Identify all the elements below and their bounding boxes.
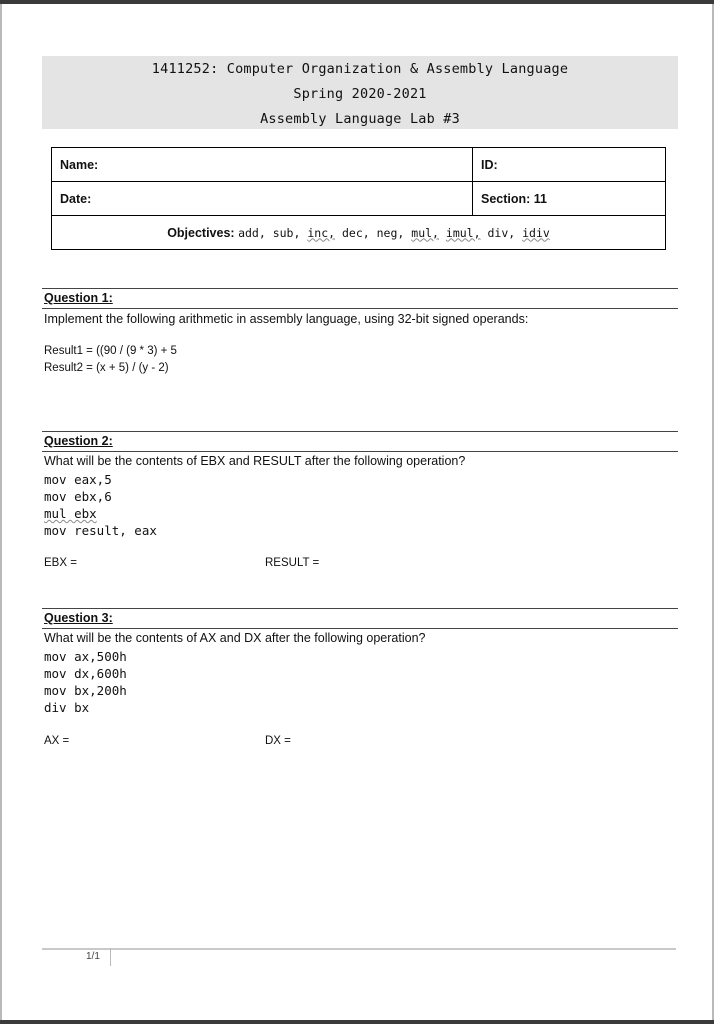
q2-code xyxy=(44,471,157,539)
dx-answer-label: DX = xyxy=(265,735,291,747)
q1-prompt: Implement the following arithmetic in assembly language, using 32-bit signed operands: xyxy=(44,312,529,326)
date-cell[interactable] xyxy=(52,182,473,216)
code-line: mov ebx,6 xyxy=(44,489,112,504)
objective-item: div, xyxy=(487,225,516,240)
q3-top-rule xyxy=(42,608,678,609)
page-left-edge xyxy=(0,4,2,1020)
q1-top-rule xyxy=(42,288,678,289)
q1-bottom-rule xyxy=(42,308,678,309)
id-label: ID: xyxy=(481,157,498,172)
id-cell[interactable] xyxy=(473,148,666,182)
section-cell xyxy=(473,182,666,216)
code-line: mov ax,500h xyxy=(44,649,127,664)
viewer-top-bar xyxy=(0,0,714,4)
q3-code xyxy=(44,648,127,716)
code-line: div bx xyxy=(44,700,90,715)
q2-top-rule xyxy=(42,431,678,432)
page-number: 1/1 xyxy=(86,951,100,962)
objective-item: sub, xyxy=(272,225,301,240)
q3-bottom-rule xyxy=(42,628,678,629)
objective-item: dec, xyxy=(341,225,370,240)
name-label: Name: xyxy=(60,157,99,172)
lab-title: Assembly Language Lab #3 xyxy=(260,111,460,127)
q1-title: Question 1: xyxy=(44,291,113,305)
ax-answer-label: AX = xyxy=(44,735,70,747)
objective-item: imul, xyxy=(445,225,481,240)
objective-item: add, xyxy=(238,225,266,240)
q1-result1: Result1 = ((90 / (9 * 3) + 5 xyxy=(44,345,177,357)
date-label: Date: xyxy=(60,191,92,206)
code-line: mov dx,600h xyxy=(44,666,127,681)
student-info-table xyxy=(51,147,666,250)
section-label: Section: 11 xyxy=(481,191,547,206)
objective-item: idiv xyxy=(522,225,550,240)
name-cell[interactable] xyxy=(52,148,473,182)
term: Spring 2020-2021 xyxy=(293,86,427,102)
objective-item: inc, xyxy=(307,225,336,240)
viewer-bottom-bar xyxy=(0,1020,714,1024)
code-line: mul ebx xyxy=(44,506,97,521)
q1-result2: Result2 = (x + 5) / (y - 2) xyxy=(44,362,169,374)
code-line: mov bx,200h xyxy=(44,683,127,698)
footer-rule xyxy=(42,948,676,950)
page-number-divider xyxy=(110,948,111,966)
ebx-answer-label: EBX = xyxy=(44,557,77,569)
q2-bottom-rule xyxy=(42,451,678,452)
objective-item: mul, xyxy=(411,225,439,240)
q2-title: Question 2: xyxy=(44,434,113,448)
course-title: 1411252: Computer Organization & Assembly Language xyxy=(151,61,569,77)
objective-item: neg, xyxy=(376,225,405,240)
objectives-cell xyxy=(52,216,666,250)
q3-prompt: What will be the contents of AX and DX after the following operation? xyxy=(44,631,426,645)
code-line: mov result, eax xyxy=(44,523,157,538)
q3-title: Question 3: xyxy=(44,611,113,625)
objectives-list xyxy=(238,226,550,240)
document-header xyxy=(42,56,678,129)
code-line: mov eax,5 xyxy=(44,472,112,487)
objectives-label: Objectives: xyxy=(167,225,235,240)
q2-prompt: What will be the contents of EBX and RESULT after the following operation? xyxy=(44,454,466,468)
result-answer-label: RESULT = xyxy=(265,557,320,569)
